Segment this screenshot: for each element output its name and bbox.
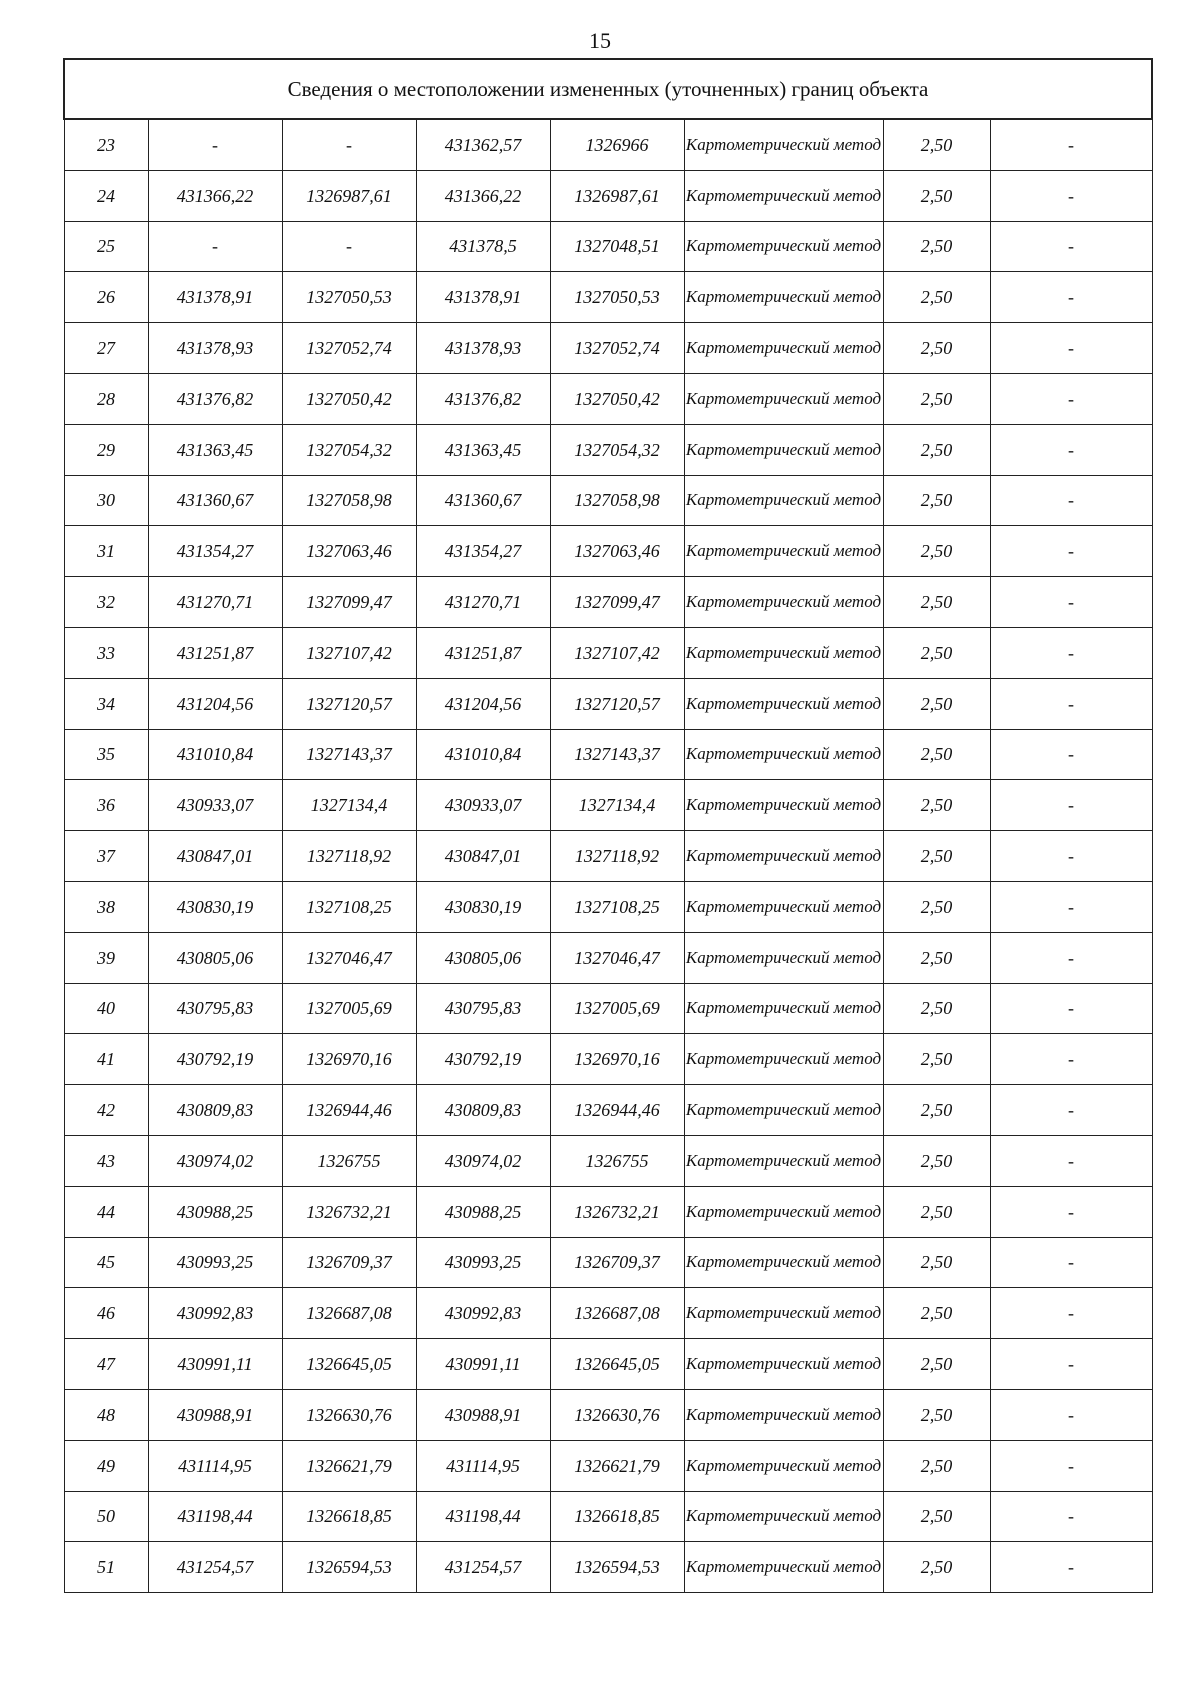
description-cell: - — [990, 1491, 1152, 1542]
boundary-coordinates-table — [63, 58, 1153, 1593]
description-cell: - — [990, 526, 1152, 577]
description-cell: - — [990, 780, 1152, 831]
refined-x-cell: 431251,87 — [416, 627, 550, 678]
existing-y-cell: 1327063,46 — [282, 526, 416, 577]
table-row — [64, 932, 1152, 983]
existing-y-cell: 1327134,4 — [282, 780, 416, 831]
existing-y-cell: 1327005,69 — [282, 983, 416, 1034]
refined-x-cell: 431114,95 — [416, 1440, 550, 1491]
refined-x-cell: 431376,82 — [416, 373, 550, 424]
existing-x-cell: 430993,25 — [148, 1237, 282, 1288]
description-cell: - — [990, 627, 1152, 678]
table-title: Сведения о местоположении измененных (уточненных) границ объекта — [64, 59, 1152, 119]
existing-y-cell: 1326618,85 — [282, 1491, 416, 1542]
table-row — [64, 1339, 1152, 1390]
point-number-cell: 50 — [64, 1491, 148, 1542]
refined-y-cell: 1327005,69 — [550, 983, 684, 1034]
method-cell: Картометрический метод — [684, 119, 883, 170]
method-cell: Картометрический метод — [684, 831, 883, 882]
method-cell: Картометрический метод — [684, 272, 883, 323]
accuracy-cell: 2,50 — [883, 831, 990, 882]
refined-x-cell: 430847,01 — [416, 831, 550, 882]
refined-y-cell: 1326755 — [550, 1135, 684, 1186]
table-row — [64, 1440, 1152, 1491]
description-cell: - — [990, 881, 1152, 932]
description-cell: - — [990, 1237, 1152, 1288]
description-cell: - — [990, 1135, 1152, 1186]
method-cell: Картометрический метод — [684, 983, 883, 1034]
description-cell: - — [990, 1542, 1152, 1593]
description-cell: - — [990, 119, 1152, 170]
point-number-cell: 28 — [64, 373, 148, 424]
refined-x-cell: 430795,83 — [416, 983, 550, 1034]
accuracy-cell: 2,50 — [883, 1440, 990, 1491]
refined-y-cell: 1326630,76 — [550, 1389, 684, 1440]
description-cell: - — [990, 983, 1152, 1034]
refined-y-cell: 1327046,47 — [550, 932, 684, 983]
method-cell: Картометрический метод — [684, 881, 883, 932]
point-number-cell: 33 — [64, 627, 148, 678]
existing-x-cell: 431366,22 — [148, 170, 282, 221]
refined-x-cell: 431378,93 — [416, 323, 550, 374]
refined-x-cell: 430988,91 — [416, 1389, 550, 1440]
accuracy-cell: 2,50 — [883, 526, 990, 577]
description-cell: - — [990, 678, 1152, 729]
point-number-cell: 35 — [64, 729, 148, 780]
accuracy-cell: 2,50 — [883, 729, 990, 780]
method-cell: Картометрический метод — [684, 932, 883, 983]
accuracy-cell: 2,50 — [883, 1542, 990, 1593]
method-cell: Картометрический метод — [684, 424, 883, 475]
refined-x-cell: 431204,56 — [416, 678, 550, 729]
point-number-cell: 40 — [64, 983, 148, 1034]
existing-y-cell: 1326970,16 — [282, 1034, 416, 1085]
accuracy-cell: 2,50 — [883, 373, 990, 424]
existing-y-cell: 1327052,74 — [282, 323, 416, 374]
table-title-row — [64, 59, 1152, 119]
refined-x-cell: 431198,44 — [416, 1491, 550, 1542]
table-row — [64, 221, 1152, 272]
table-row — [64, 323, 1152, 374]
refined-y-cell: 1327063,46 — [550, 526, 684, 577]
point-number-cell: 23 — [64, 119, 148, 170]
accuracy-cell: 2,50 — [883, 1034, 990, 1085]
point-number-cell: 25 — [64, 221, 148, 272]
method-cell: Картометрический метод — [684, 1440, 883, 1491]
refined-y-cell: 1327050,42 — [550, 373, 684, 424]
accuracy-cell: 2,50 — [883, 1288, 990, 1339]
accuracy-cell: 2,50 — [883, 475, 990, 526]
page-number: 15 — [589, 28, 611, 53]
refined-x-cell: 431254,57 — [416, 1542, 550, 1593]
method-cell: Картометрический метод — [684, 1288, 883, 1339]
table-row — [64, 170, 1152, 221]
accuracy-cell: 2,50 — [883, 272, 990, 323]
accuracy-cell: 2,50 — [883, 1389, 990, 1440]
existing-x-cell: 430992,83 — [148, 1288, 282, 1339]
existing-x-cell: 430847,01 — [148, 831, 282, 882]
existing-y-cell: 1327058,98 — [282, 475, 416, 526]
refined-y-cell: 1326621,79 — [550, 1440, 684, 1491]
table-row — [64, 1288, 1152, 1339]
existing-y-cell: 1326755 — [282, 1135, 416, 1186]
point-number-cell: 41 — [64, 1034, 148, 1085]
description-cell: - — [990, 170, 1152, 221]
existing-x-cell: 430809,83 — [148, 1085, 282, 1136]
description-cell: - — [990, 1389, 1152, 1440]
refined-x-cell: 431363,45 — [416, 424, 550, 475]
existing-y-cell: 1326709,37 — [282, 1237, 416, 1288]
existing-y-cell: 1327120,57 — [282, 678, 416, 729]
point-number-cell: 32 — [64, 577, 148, 628]
refined-x-cell: 431270,71 — [416, 577, 550, 628]
existing-y-cell: 1327046,47 — [282, 932, 416, 983]
point-number-cell: 39 — [64, 932, 148, 983]
point-number-cell: 36 — [64, 780, 148, 831]
point-number-cell: 46 — [64, 1288, 148, 1339]
existing-y-cell: 1326645,05 — [282, 1339, 416, 1390]
existing-y-cell: 1326594,53 — [282, 1542, 416, 1593]
point-number-cell: 51 — [64, 1542, 148, 1593]
refined-y-cell: 1326732,21 — [550, 1186, 684, 1237]
refined-x-cell: 431366,22 — [416, 170, 550, 221]
existing-x-cell: 430991,11 — [148, 1339, 282, 1390]
description-cell: - — [990, 1288, 1152, 1339]
description-cell: - — [990, 1339, 1152, 1390]
refined-y-cell: 1327134,4 — [550, 780, 684, 831]
table-row — [64, 272, 1152, 323]
refined-y-cell: 1327099,47 — [550, 577, 684, 628]
existing-x-cell: 430795,83 — [148, 983, 282, 1034]
method-cell: Картометрический метод — [684, 1085, 883, 1136]
existing-y-cell: 1326621,79 — [282, 1440, 416, 1491]
existing-x-cell: - — [148, 221, 282, 272]
method-cell: Картометрический метод — [684, 373, 883, 424]
table-row — [64, 119, 1152, 170]
accuracy-cell: 2,50 — [883, 780, 990, 831]
existing-x-cell: 431204,56 — [148, 678, 282, 729]
table-row — [64, 424, 1152, 475]
refined-y-cell: 1326944,46 — [550, 1085, 684, 1136]
description-cell: - — [990, 323, 1152, 374]
accuracy-cell: 2,50 — [883, 119, 990, 170]
accuracy-cell: 2,50 — [883, 323, 990, 374]
refined-y-cell: 1326645,05 — [550, 1339, 684, 1390]
description-cell: - — [990, 373, 1152, 424]
accuracy-cell: 2,50 — [883, 424, 990, 475]
refined-x-cell: 431010,84 — [416, 729, 550, 780]
table-row — [64, 831, 1152, 882]
description-cell: - — [990, 577, 1152, 628]
description-cell: - — [990, 1034, 1152, 1085]
accuracy-cell: 2,50 — [883, 221, 990, 272]
point-number-cell: 31 — [64, 526, 148, 577]
existing-x-cell: 430988,25 — [148, 1186, 282, 1237]
refined-x-cell: 430974,02 — [416, 1135, 550, 1186]
method-cell: Картометрический метод — [684, 678, 883, 729]
table-row — [64, 1135, 1152, 1186]
point-number-cell: 24 — [64, 170, 148, 221]
point-number-cell: 44 — [64, 1186, 148, 1237]
existing-y-cell: 1327108,25 — [282, 881, 416, 932]
refined-x-cell: 431354,27 — [416, 526, 550, 577]
accuracy-cell: 2,50 — [883, 881, 990, 932]
table-row — [64, 1389, 1152, 1440]
table-row — [64, 1542, 1152, 1593]
existing-y-cell: 1326630,76 — [282, 1389, 416, 1440]
refined-y-cell: 1327108,25 — [550, 881, 684, 932]
existing-y-cell: 1326687,08 — [282, 1288, 416, 1339]
accuracy-cell: 2,50 — [883, 627, 990, 678]
existing-x-cell: 431363,45 — [148, 424, 282, 475]
refined-y-cell: 1327118,92 — [550, 831, 684, 882]
refined-y-cell: 1326618,85 — [550, 1491, 684, 1542]
point-number-cell: 37 — [64, 831, 148, 882]
table-row — [64, 729, 1152, 780]
table-row — [64, 1237, 1152, 1288]
table-row — [64, 1491, 1152, 1542]
accuracy-cell: 2,50 — [883, 1085, 990, 1136]
existing-y-cell: 1327143,37 — [282, 729, 416, 780]
existing-x-cell: 430988,91 — [148, 1389, 282, 1440]
point-number-cell: 26 — [64, 272, 148, 323]
method-cell: Картометрический метод — [684, 577, 883, 628]
refined-y-cell: 1326966 — [550, 119, 684, 170]
refined-x-cell: 430992,83 — [416, 1288, 550, 1339]
existing-y-cell: 1327118,92 — [282, 831, 416, 882]
description-cell: - — [990, 1440, 1152, 1491]
accuracy-cell: 2,50 — [883, 577, 990, 628]
refined-x-cell: 430830,19 — [416, 881, 550, 932]
refined-x-cell: 431360,67 — [416, 475, 550, 526]
method-cell: Картометрический метод — [684, 627, 883, 678]
existing-x-cell: 431270,71 — [148, 577, 282, 628]
description-cell: - — [990, 272, 1152, 323]
point-number-cell: 34 — [64, 678, 148, 729]
point-number-cell: 29 — [64, 424, 148, 475]
refined-y-cell: 1327120,57 — [550, 678, 684, 729]
table-row — [64, 983, 1152, 1034]
accuracy-cell: 2,50 — [883, 932, 990, 983]
point-number-cell: 30 — [64, 475, 148, 526]
accuracy-cell: 2,50 — [883, 983, 990, 1034]
point-number-cell: 45 — [64, 1237, 148, 1288]
method-cell: Картометрический метод — [684, 1491, 883, 1542]
table-row — [64, 1085, 1152, 1136]
refined-y-cell: 1327050,53 — [550, 272, 684, 323]
accuracy-cell: 2,50 — [883, 1186, 990, 1237]
point-number-cell: 47 — [64, 1339, 148, 1390]
accuracy-cell: 2,50 — [883, 1339, 990, 1390]
table-row — [64, 881, 1152, 932]
description-cell: - — [990, 729, 1152, 780]
existing-y-cell: 1327054,32 — [282, 424, 416, 475]
refined-x-cell: 431362,57 — [416, 119, 550, 170]
method-cell: Картометрический метод — [684, 475, 883, 526]
table-row — [64, 1186, 1152, 1237]
method-cell: Картометрический метод — [684, 780, 883, 831]
description-cell: - — [990, 932, 1152, 983]
refined-x-cell: 430988,25 — [416, 1186, 550, 1237]
method-cell: Картометрический метод — [684, 1186, 883, 1237]
point-number-cell: 48 — [64, 1389, 148, 1440]
description-cell: - — [990, 1085, 1152, 1136]
refined-y-cell: 1327058,98 — [550, 475, 684, 526]
existing-y-cell: - — [282, 119, 416, 170]
existing-x-cell: 431010,84 — [148, 729, 282, 780]
description-cell: - — [990, 1186, 1152, 1237]
method-cell: Картометрический метод — [684, 1034, 883, 1085]
table-body — [64, 119, 1152, 1593]
refined-y-cell: 1326687,08 — [550, 1288, 684, 1339]
refined-x-cell: 431378,91 — [416, 272, 550, 323]
existing-x-cell: 431114,95 — [148, 1440, 282, 1491]
method-cell: Картометрический метод — [684, 1339, 883, 1390]
accuracy-cell: 2,50 — [883, 170, 990, 221]
point-number-cell: 43 — [64, 1135, 148, 1186]
point-number-cell: 38 — [64, 881, 148, 932]
existing-y-cell: 1327099,47 — [282, 577, 416, 628]
existing-x-cell: 431360,67 — [148, 475, 282, 526]
description-cell: - — [990, 424, 1152, 475]
point-number-cell: 42 — [64, 1085, 148, 1136]
existing-x-cell: 431376,82 — [148, 373, 282, 424]
refined-x-cell: 430933,07 — [416, 780, 550, 831]
method-cell: Картометрический метод — [684, 729, 883, 780]
table-row — [64, 627, 1152, 678]
method-cell: Картометрический метод — [684, 1237, 883, 1288]
existing-x-cell: 431198,44 — [148, 1491, 282, 1542]
description-cell: - — [990, 831, 1152, 882]
refined-x-cell: 430993,25 — [416, 1237, 550, 1288]
existing-x-cell: 430792,19 — [148, 1034, 282, 1085]
point-number-cell: 27 — [64, 323, 148, 374]
point-number-cell: 49 — [64, 1440, 148, 1491]
refined-x-cell: 431378,5 — [416, 221, 550, 272]
existing-x-cell: - — [148, 119, 282, 170]
existing-x-cell: 431251,87 — [148, 627, 282, 678]
table-row — [64, 678, 1152, 729]
table-row — [64, 577, 1152, 628]
refined-x-cell: 430792,19 — [416, 1034, 550, 1085]
refined-y-cell: 1326594,53 — [550, 1542, 684, 1593]
method-cell: Картометрический метод — [684, 221, 883, 272]
existing-y-cell: 1326944,46 — [282, 1085, 416, 1136]
method-cell: Картометрический метод — [684, 323, 883, 374]
method-cell: Картометрический метод — [684, 1135, 883, 1186]
table-row — [64, 1034, 1152, 1085]
description-cell: - — [990, 221, 1152, 272]
accuracy-cell: 2,50 — [883, 1237, 990, 1288]
table-row — [64, 526, 1152, 577]
table-row — [64, 475, 1152, 526]
accuracy-cell: 2,50 — [883, 678, 990, 729]
existing-y-cell: 1327050,42 — [282, 373, 416, 424]
refined-y-cell: 1327143,37 — [550, 729, 684, 780]
existing-y-cell: 1326987,61 — [282, 170, 416, 221]
method-cell: Картометрический метод — [684, 1389, 883, 1440]
method-cell: Картометрический метод — [684, 526, 883, 577]
table-row — [64, 780, 1152, 831]
refined-y-cell: 1326987,61 — [550, 170, 684, 221]
description-cell: - — [990, 475, 1152, 526]
existing-x-cell: 430933,07 — [148, 780, 282, 831]
refined-x-cell: 430805,06 — [416, 932, 550, 983]
table-row — [64, 373, 1152, 424]
existing-x-cell: 431354,27 — [148, 526, 282, 577]
refined-x-cell: 430991,11 — [416, 1339, 550, 1390]
refined-x-cell: 430809,83 — [416, 1085, 550, 1136]
existing-y-cell: 1327050,53 — [282, 272, 416, 323]
existing-y-cell: - — [282, 221, 416, 272]
method-cell: Картометрический метод — [684, 1542, 883, 1593]
method-cell: Картометрический метод — [684, 170, 883, 221]
refined-y-cell: 1327048,51 — [550, 221, 684, 272]
existing-x-cell: 431378,91 — [148, 272, 282, 323]
refined-y-cell: 1326709,37 — [550, 1237, 684, 1288]
existing-y-cell: 1327107,42 — [282, 627, 416, 678]
existing-x-cell: 431378,93 — [148, 323, 282, 374]
refined-y-cell: 1326970,16 — [550, 1034, 684, 1085]
existing-x-cell: 431254,57 — [148, 1542, 282, 1593]
existing-y-cell: 1326732,21 — [282, 1186, 416, 1237]
existing-x-cell: 430974,02 — [148, 1135, 282, 1186]
refined-y-cell: 1327052,74 — [550, 323, 684, 374]
refined-y-cell: 1327054,32 — [550, 424, 684, 475]
existing-x-cell: 430830,19 — [148, 881, 282, 932]
refined-y-cell: 1327107,42 — [550, 627, 684, 678]
accuracy-cell: 2,50 — [883, 1491, 990, 1542]
existing-x-cell: 430805,06 — [148, 932, 282, 983]
accuracy-cell: 2,50 — [883, 1135, 990, 1186]
